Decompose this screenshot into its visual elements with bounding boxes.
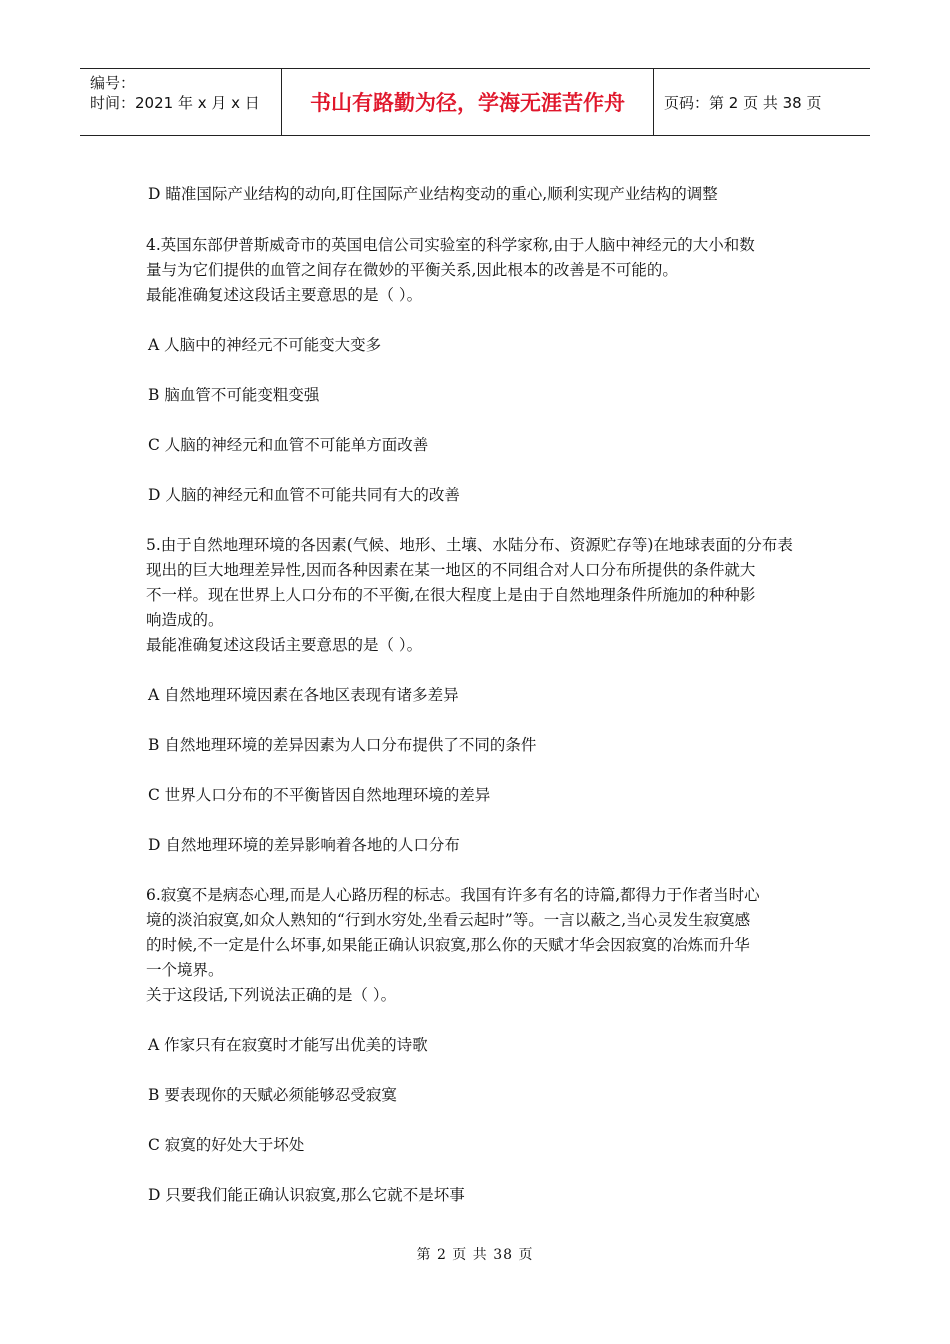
question-5-option-b: B 自然地理环境的差异因素为人口分布提供了不同的条件 (148, 736, 537, 754)
question-6-option-d: D 只要我们能正确认识寂寞,那么它就不是坏事 (148, 1186, 465, 1204)
question-6-line: 境的淡泊寂寞,如众人熟知的“行到水穷处,坐看云起时”等。一言以蔽之,当心灵发生寂寞感 (146, 911, 751, 929)
question-6-prompt: 关于这段话,下列说法正确的是（ ）。 (146, 986, 397, 1004)
header-meta (80, 69, 282, 135)
question-4-option-a: A 人脑中的神经元不可能变大变多 (148, 336, 382, 354)
question-5-line: 不一样。现在世界上人口分布的不平衡,在很大程度上是由于自然地理条件所施加的种种影 (146, 586, 756, 604)
question-5-line: 5.由于自然地理环境的各因素(气候、地形、土壤、水陆分布、资源贮存等)在地球表面的分布表 (146, 536, 793, 554)
question-6-option-c: C 寂寞的好处大于坏处 (148, 1136, 305, 1154)
question-5-line: 现出的巨大地理差异性,因而各种因素在某一地区的不同组合对人口分布所提供的条件就大 (146, 561, 756, 579)
question-4-option-d: D 人脑的神经元和血管不可能共同有大的改善 (148, 486, 460, 504)
question-4 (146, 233, 816, 308)
question-6-line: 一个境界。 (146, 961, 224, 979)
motto-text: 书山有路勤为径，学海无涯苦作舟 (310, 91, 625, 115)
header-motto (282, 69, 654, 135)
question-4-line: 4.英国东部伊普斯威奇市的英国电信公司实验室的科学家称,由于人脑中神经元的大小和数 (146, 236, 755, 254)
header-page-number (654, 69, 870, 135)
question-6-option-a: A 作家只有在寂寞时才能写出优美的诗歌 (148, 1036, 428, 1054)
question-5-option-a: A 自然地理环境因素在各地区表现有诸多差异 (148, 686, 459, 704)
page-footer: 第 2 页 共 38 页 (416, 1247, 534, 1263)
document-date: 时间：2021 年 x 月 x 日 (90, 94, 260, 112)
header-page-label: 页码：第 2 页 共 38 页 (664, 93, 822, 112)
question-4-prompt: 最能准确复述这段话主要意思的是（ ）。 (146, 286, 423, 304)
question-6-line: 6.寂寞不是病态心理,而是人心路历程的标志。我国有许多有名的诗篇,都得力于作者当时心 (146, 886, 760, 904)
question-4-option-b: B 脑血管不可能变粗变强 (148, 386, 320, 404)
question-6-line: 的时候,不一定是什么坏事,如果能正确认识寂寞,那么你的天赋才华会因寂寞的冶炼而升华 (146, 936, 750, 954)
document-body (146, 182, 816, 1208)
question-5-option-c: C 世界人口分布的不平衡皆因自然地理环境的差异 (148, 786, 491, 804)
question-6-option-b: B 要表现你的天赋必须能够忍受寂寞 (148, 1086, 397, 1104)
question-5 (146, 533, 816, 658)
question-6 (146, 883, 816, 1008)
document-number-label: 编号： (90, 74, 136, 92)
question-4-option-c: C 人脑的神经元和血管不可能单方面改善 (148, 436, 429, 454)
page-header (80, 68, 870, 136)
question-4-line: 量与为它们提供的血管之间存在微妙的平衡关系,因此根本的改善是不可能的。 (146, 261, 678, 279)
question-5-option-d: D 自然地理环境的差异影响着各地的人口分布 (148, 836, 460, 854)
question-5-line: 响造成的。 (146, 611, 224, 629)
question-5-prompt: 最能准确复述这段话主要意思的是（ ）。 (146, 636, 423, 654)
prev-question-option-d: D 瞄准国际产业结构的动向,盯住国际产业结构变动的重心,顺利实现产业结构的调整 (148, 185, 718, 203)
